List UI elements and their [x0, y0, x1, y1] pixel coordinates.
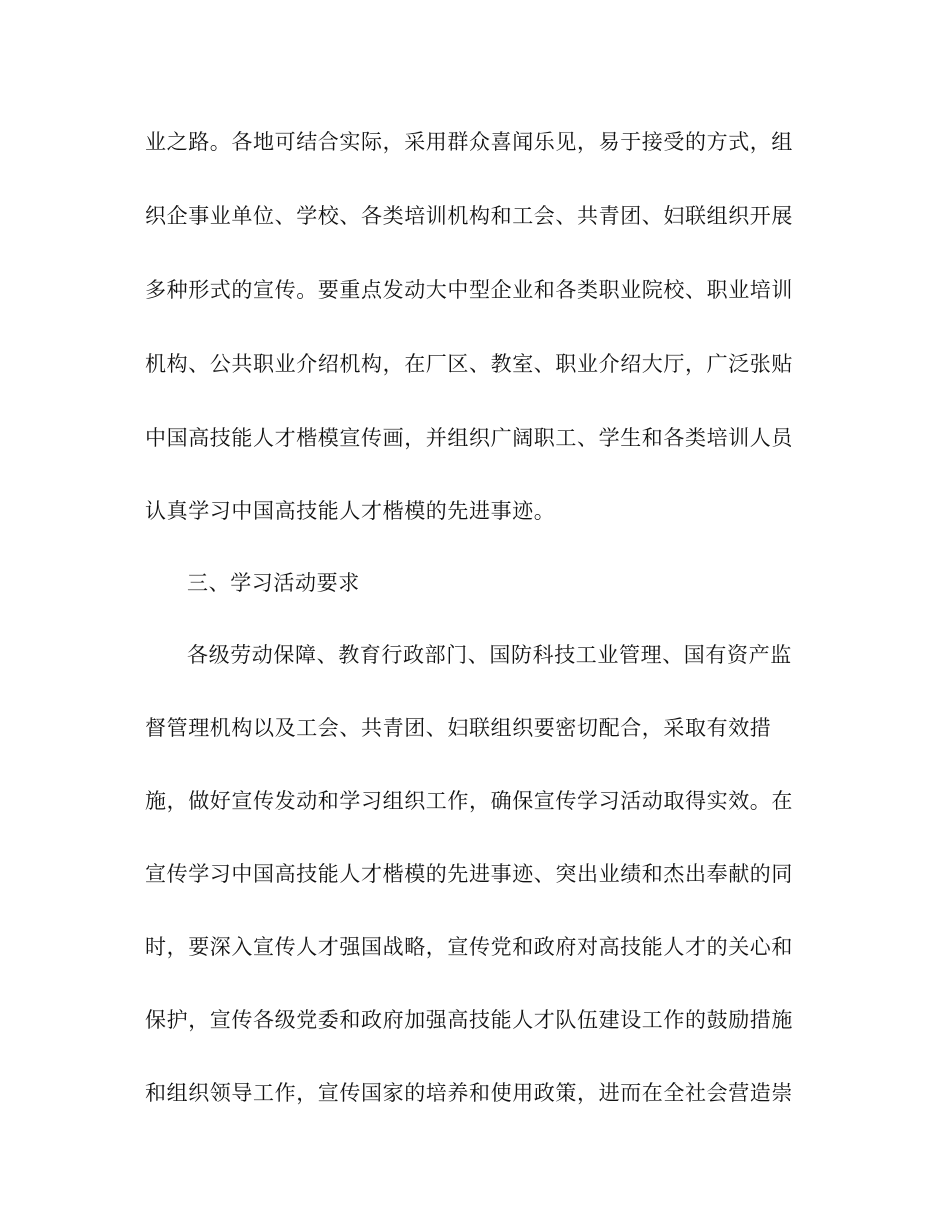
paragraph-line: 宣传学习中国高技能人才楷模的先进事迹、突出业绩和杰出奉献的同 [145, 862, 793, 886]
paragraph-line: 认真学习中国高技能人才楷模的先进事迹。 [145, 499, 556, 523]
paragraph-line: 督管理机构以及工会、共青团、妇联组织要密切配合，采取有效措 [145, 716, 772, 740]
paragraph-line: 时，要深入宣传人才强国战略，宣传党和政府对高技能人才的关心和 [145, 935, 793, 959]
paragraph-line: 机构、公共职业介绍机构，在厂区、教室、职业介绍大厅，广泛张贴 [145, 352, 793, 376]
paragraph-line: 施，做好宣传发动和学习组织工作，确保宣传学习活动取得实效。在 [145, 789, 793, 813]
paragraph-line: 和组织领导工作，宣传国家的培养和使用政策，进而在全社会营造崇 [145, 1081, 793, 1105]
paragraph-line: 各级劳动保障、教育行政部门、国防科技工业管理、国有资产监 [187, 643, 792, 667]
paragraph-line: 多种形式的宣传。要重点发动大中型企业和各类职业院校、职业培训 [145, 278, 793, 302]
paragraph-line: 中国高技能人才楷模宣传画，并组织广阔职工、学生和各类培训人员 [145, 426, 793, 450]
section-heading: 三、学习活动要求 [187, 571, 360, 595]
paragraph-line: 业之路。各地可结合实际，采用群众喜闻乐见，易于接受的方式，组 [145, 130, 793, 154]
paragraph-line: 织企事业单位、学校、各类培训机构和工会、共青团、妇联组织开展 [145, 204, 793, 228]
paragraph-line: 保护，宣传各级党委和政府加强高技能人才队伍建设工作的鼓励措施 [145, 1008, 793, 1032]
